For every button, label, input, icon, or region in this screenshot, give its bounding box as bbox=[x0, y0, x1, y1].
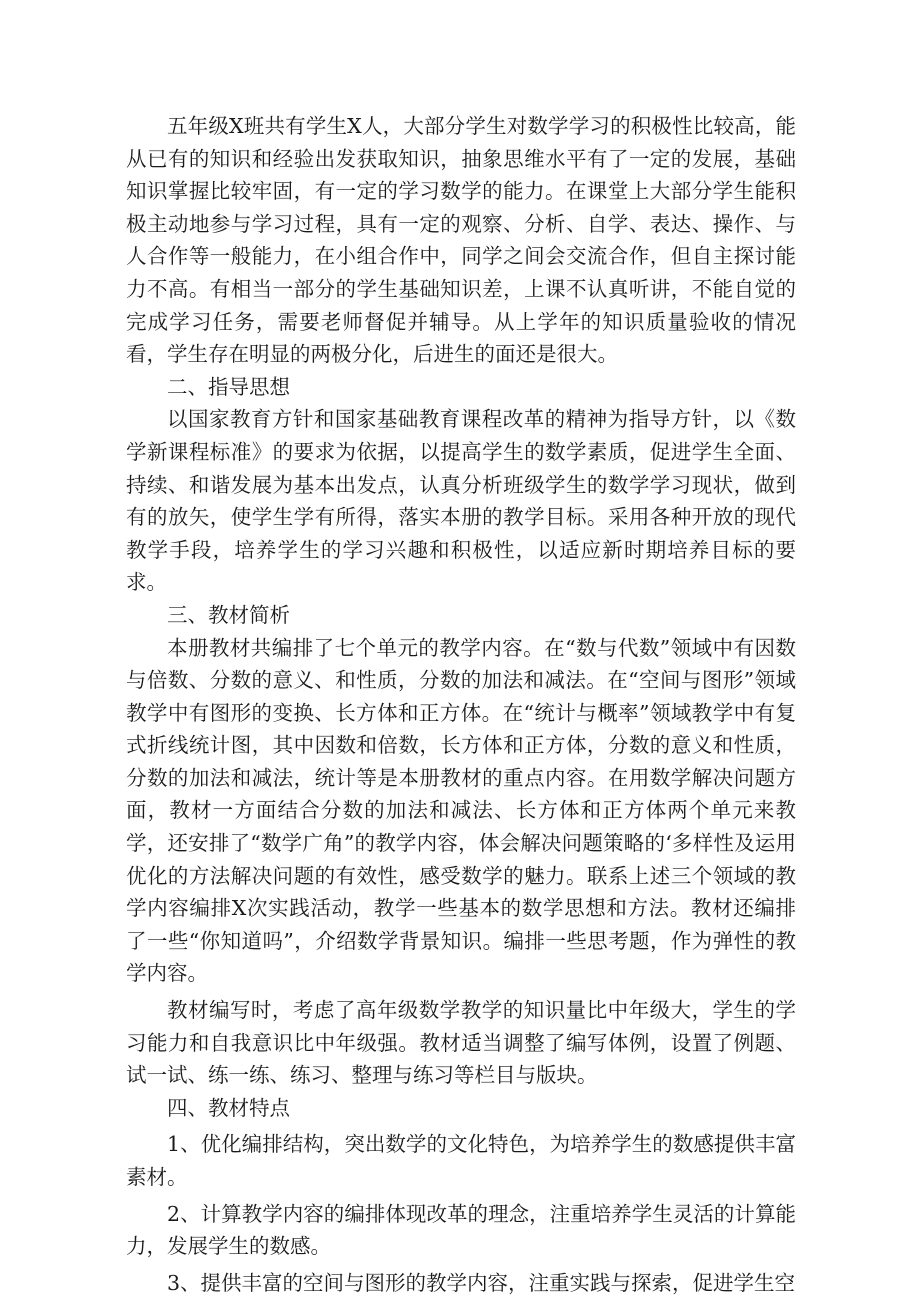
paragraph-textbook-analysis: 本册教材共编排了七个单元的教学内容。在“数与代数”领域中有因数与倍数、分数的意义、和性质，分数的加法和减法。在“空间与图形”领域教学中有图形的变换、长方体和正方体。在“统计与概率”领域教学中有复式折线统计图，其中因数和倍数，长方体和正方体，分数的意义和性质，分数的加法和减法，统计等是本册教材的重点内容。在用数学解决问题方面，教材一方面结合分数的加法和减法、长方体和正方体两个单元来教学，还安排了“数学广角”的教学内容，体会解决问题策略的‘多样性及运用优化的方法解决问题的有效性，感受数学的魅力。联系上述三个领域的教学内容编排X次实践活动，教学一些基本的数学思想和方法。教材还编排了一些“你知道吗”，介绍数学背景知识。编排一些思考题，作为弹性的教学内容。 bbox=[126, 635, 796, 986]
paragraph-class-overview: 五年级X班共有学生X人，大部分学生对数学学习的积极性比较高，能从已有的知识和经验出发获取知识，抽象思维水平有了一定的发展，基础知识掌握比较牢固，有一定的学习数学的能力。在课堂上大部分学生能积极主动地参与学习过程，具有一定的观察、分析、自学、表达、操作、与人合作等一般能力，在小组合作中，同学之间会交流合作，但自主探讨能力不高。有相当一部分的学生基础知识差，上课不认真听讲，不能自觉的完成学习任务，需要老师督促并辅导。从上学年的知识质量验收的情况看，学生存在明显的两极分化，后进生的面还是很大。 bbox=[126, 114, 796, 367]
paragraph-feature-2: 2、计算教学内容的编排体现改革的理念，注重培养学生灵活的计算能力，发展学生的数感。 bbox=[126, 1201, 796, 1259]
paragraph-feature-1: 1、优化编排结构，突出数学的文化特色，为培养学生的数感提供丰富素材。 bbox=[126, 1132, 796, 1189]
paragraph-feature-3: 3、提供丰富的空间与图形的教学内容，注重实践与探索，促进学生空 bbox=[167, 1270, 796, 1295]
heading-guiding-ideology: 二、指导思想 bbox=[167, 374, 290, 399]
heading-textbook-analysis: 三、教材简析 bbox=[167, 602, 290, 627]
document-body bbox=[126, 110, 796, 1299]
paragraph-textbook-writing: 教材编写时，考虑了高年级数学教学的知识量比中年级大，学生的学习能力和自我意识比中年级强。教材适当调整了编写体例，设置了例题、试一试、练一练、练习、整理与练习等栏目与版块。 bbox=[126, 998, 796, 1088]
heading-textbook-features: 四、教材特点 bbox=[167, 1095, 290, 1120]
paragraph-guiding-ideology: 以国家教育方针和国家基础教育课程改革的精神为指导方针，以《数学新课程标准》的要求为依据，以提高学生的数学素质，促进学生全面、持续、和谐发展为基本出发点，认真分析班级学生的数学学习现状，做到有的放矢，使学生学有所得，落实本册的教学目标。采用各种开放的现代教学手段，培养学生的学习兴趣和积极性，以适应新时期培养目标的要求。 bbox=[126, 407, 796, 595]
